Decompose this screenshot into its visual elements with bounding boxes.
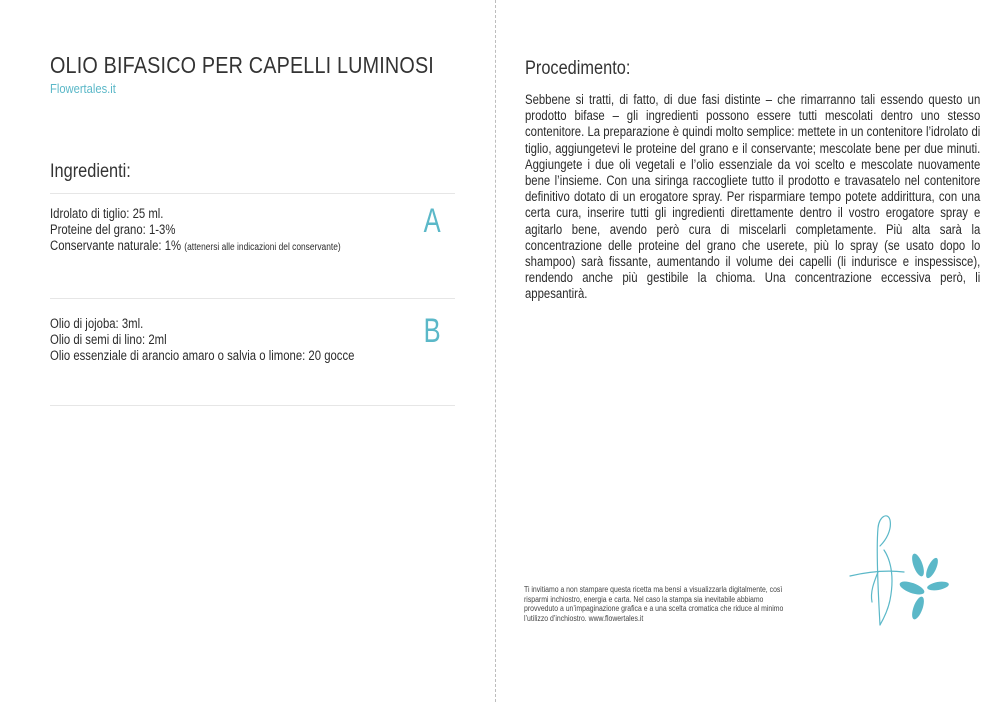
recipe-title: OLIO BIFASICO PER CAPELLI LUMINOSI (50, 52, 434, 78)
phase-a (50, 202, 455, 256)
left-page (0, 0, 495, 702)
ingredient-line: Olio di semi di lino: 2ml (50, 332, 167, 347)
ingredient-line: Olio di jojoba: 3ml. (50, 316, 144, 331)
divider-rule (50, 405, 455, 406)
phase-letter-a: A (423, 202, 441, 240)
site-link[interactable]: Flowertales.it (50, 81, 116, 96)
print-notice: Ti invitiamo a non stampare questa ricetta ma bensì a visualizzarla digitalmente, così risparmi inchiostro, energia e carta. Nel caso la stampa sia inevitabile abbiamo provveduto a un’impaginazione grafica e a una scelta cromatica che riduce al minimo l’utilizzo d’inchiostro. www.flowertales.it (524, 585, 784, 623)
phase-b (50, 312, 455, 364)
divider-rule (50, 193, 455, 194)
page-fold-divider (495, 0, 496, 702)
ingredient-line: Proteine del grano: 1-3% (50, 222, 176, 237)
procedure-heading: Procedimento: (525, 58, 631, 79)
ingredient-line (50, 238, 390, 256)
ingredient-note: (attenersi alle indicazioni del conservante) (184, 242, 341, 253)
flowertales-logo-icon (842, 510, 952, 630)
procedure-text: Sebbene si tratti, di fatto, di due fasi distinte – che rimarranno tali essendo questo un prodotto bifase – gli ingredienti possono essere tutti mescolati dentro uno stesso contenitore. La preparazione è quindi molto semplice: mettete in un contenitore l’idrolato di tiglio, aggiungetevi le proteine del grano e il conservante; mescolate bene per due minuti. Aggiungete i due oli vegetali e l’olio essenziale da voi scelto e mescolate nuovamente bene l’insieme. Con una siringa raccogliete tutto il prodotto e travasatelo nel contenitore definitivo dotato di un erogatore spray. Per risparmiare tempo potete addirittura, con una certa cura, inserire tutti gli ingredienti direttamente dentro il vostro erogatore spray e agitarlo bene, avendo però cura di miscelarli completamente. Più alta sarà la concentrazione delle proteine del grano che userete, più lo spray (se usato dopo lo shampoo) sarà fissante, aumentando il volume dei capelli (li indurisce e inspessisce), rendendo anche più gestibile la chioma. Una concentrazione eccessiva però, li appesantirà. (525, 92, 981, 302)
ingredient-text: Conservante naturale: 1% (50, 238, 182, 253)
divider-rule (50, 298, 455, 299)
ingredients-heading: Ingredienti: (50, 161, 131, 182)
right-page (497, 0, 992, 702)
phase-letter-b: B (423, 312, 441, 350)
ingredient-line: Idrolato di tiglio: 25 ml. (50, 206, 164, 221)
ingredient-line: Olio essenziale di arancio amaro o salvia o limone: 20 gocce (50, 348, 355, 363)
